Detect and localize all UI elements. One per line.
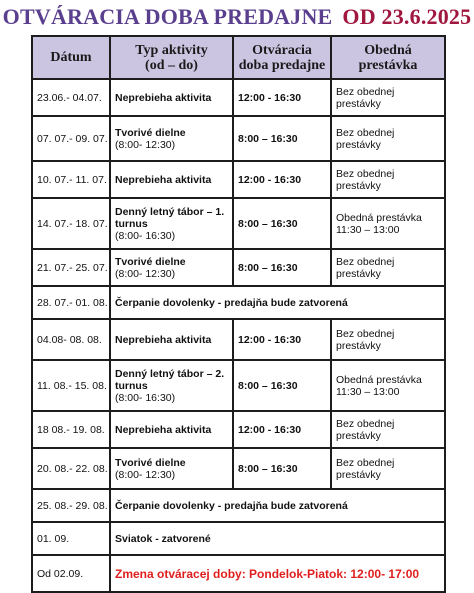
hours-cell	[233, 198, 331, 249]
table-row	[32, 319, 445, 360]
header-row	[32, 36, 445, 79]
merged-note-cell	[110, 489, 445, 522]
table-row	[32, 489, 445, 522]
hours-text: 12:00 - 16:30	[238, 333, 302, 346]
date-text: 20. 08.- 22. 08.	[37, 462, 108, 475]
table-row	[32, 522, 445, 555]
break-text: Bez obednej prestávky	[336, 85, 395, 110]
break-cell	[331, 161, 445, 198]
table-row	[32, 79, 445, 116]
break-cell	[331, 448, 445, 489]
merged-note-cell	[110, 522, 445, 555]
activity-cell	[110, 411, 233, 448]
merged-note-cell	[110, 286, 445, 319]
activity-cell	[110, 198, 233, 249]
date-cell	[32, 198, 110, 249]
date-text: 28. 07.- 01. 08.	[37, 296, 108, 309]
date-text: 18 08.- 19. 08.	[37, 423, 105, 436]
title-main: OTVÁRACIA DOBA PREDAJNE	[2, 4, 333, 29]
activity-text: Tvorivé dielne	[115, 255, 186, 268]
date-cell	[32, 286, 110, 319]
hours-text: 8:00 – 16:30	[238, 261, 298, 274]
note-text: Čerpanie dovolenky - predajňa bude zatvorená	[115, 296, 348, 309]
date-text: 21. 07.- 25. 07.	[37, 261, 108, 274]
date-cell	[32, 116, 110, 161]
date-text: 25. 08.- 29. 08.	[37, 499, 108, 512]
date-cell	[32, 360, 110, 411]
table-row	[32, 116, 445, 161]
break-text: Bez obednej prestávky	[336, 255, 395, 280]
activity-time: (8:00- 12:30)	[115, 267, 176, 280]
hours-cell	[233, 249, 331, 286]
hours-cell	[233, 360, 331, 411]
activity-time: (8:00- 16:30)	[115, 391, 176, 404]
break-text: Bez obednej prestávky	[336, 126, 395, 151]
table-row	[32, 249, 445, 286]
activity-cell	[110, 161, 233, 198]
note-text: Sviatok - zatvorené	[115, 532, 211, 545]
hours-text: 12:00 - 16:30	[238, 423, 302, 436]
date-cell	[32, 489, 110, 522]
header-date: Dátum	[32, 36, 110, 79]
activity-time: (8:00- 12:30)	[115, 468, 176, 481]
break-cell	[331, 116, 445, 161]
activity-text: Denný letný tábor – 2. turnus	[115, 367, 225, 392]
date-text: 04.08- 08. 08.	[37, 333, 102, 346]
hours-cell	[233, 319, 331, 360]
hours-cell	[233, 161, 331, 198]
date-cell	[32, 555, 110, 592]
break-time: 11:30 – 13:00	[336, 223, 400, 236]
header-hours: Otváracia doba predajne	[233, 36, 331, 79]
break-text: Obedná prestávka	[336, 211, 422, 224]
activity-text: Tvorivé dielne	[115, 126, 186, 139]
hours-cell	[233, 116, 331, 161]
page-title	[0, 4, 474, 36]
table-row	[32, 448, 445, 489]
hours-text: 12:00 - 16:30	[238, 91, 302, 104]
break-text: Bez obednej prestávky	[336, 417, 395, 442]
activity-time: (8:00- 12:30)	[115, 138, 176, 151]
activity-cell	[110, 319, 233, 360]
table-row	[32, 286, 445, 319]
break-cell	[331, 319, 445, 360]
date-text: 14. 07.- 18. 07.	[37, 217, 108, 230]
break-cell	[331, 198, 445, 249]
title-date: OD 23.6.2025	[342, 4, 472, 29]
merged-note-cell	[110, 555, 445, 592]
break-cell	[331, 79, 445, 116]
date-cell	[32, 249, 110, 286]
schedule-table	[31, 35, 446, 593]
date-cell	[32, 448, 110, 489]
table-row	[32, 198, 445, 249]
date-text: 01. 09.	[37, 532, 70, 545]
activity-text: Neprebieha aktivita	[115, 423, 212, 436]
date-cell	[32, 161, 110, 198]
hours-cell	[233, 79, 331, 116]
table-row	[32, 555, 445, 592]
note-text: Zmena otváracej doby: Pondelok-Piatok: 12:00- 17:00	[115, 566, 420, 581]
break-time: 11:30 – 13:00	[336, 385, 400, 398]
header-break: Obedná prestávka	[331, 36, 445, 79]
activity-cell	[110, 249, 233, 286]
date-text: 07. 07.- 09. 07.	[37, 132, 108, 145]
break-text: Bez obednej prestávky	[336, 167, 395, 192]
hours-text: 8:00 – 16:30	[238, 217, 298, 230]
activity-cell	[110, 116, 233, 161]
header-activity: Typ aktivity (od – do)	[110, 36, 233, 79]
break-text: Bez obednej prestávky	[336, 456, 395, 481]
hours-text: 8:00 – 16:30	[238, 379, 298, 392]
date-cell	[32, 319, 110, 360]
break-cell	[331, 360, 445, 411]
date-text: 11. 08.- 15. 08.	[37, 379, 107, 392]
hours-cell	[233, 411, 331, 448]
activity-text: Tvorivé dielne	[115, 456, 186, 469]
hours-text: 8:00 – 16:30	[238, 132, 298, 145]
schedule-body	[32, 79, 445, 592]
activity-text: Neprebieha aktivita	[115, 333, 212, 346]
activity-text: Denný letný tábor – 1. turnus	[115, 205, 225, 230]
activity-cell	[110, 448, 233, 489]
table-row	[32, 360, 445, 411]
activity-cell	[110, 360, 233, 411]
break-text: Bez obednej prestávky	[336, 327, 395, 352]
date-text: 23.06.- 04.07.	[37, 91, 102, 104]
table-row	[32, 161, 445, 198]
break-cell	[331, 411, 445, 448]
break-cell	[331, 249, 445, 286]
activity-text: Neprebieha aktivita	[115, 173, 212, 186]
break-text: Obedná prestávka	[336, 373, 422, 386]
hours-cell	[233, 448, 331, 489]
table-row	[32, 411, 445, 448]
activity-time: (8:00- 16:30)	[115, 229, 176, 242]
hours-text: 12:00 - 16:30	[238, 173, 302, 186]
date-cell	[32, 411, 110, 448]
note-text: Čerpanie dovolenky - predajňa bude zatvorená	[115, 499, 348, 512]
date-text: 10. 07.- 11. 07.	[37, 173, 107, 186]
hours-text: 8:00 – 16:30	[238, 462, 298, 475]
activity-cell	[110, 79, 233, 116]
date-cell	[32, 522, 110, 555]
date-cell	[32, 79, 110, 116]
activity-text: Neprebieha aktivita	[115, 91, 212, 104]
date-text: Od 02.09.	[37, 567, 84, 580]
